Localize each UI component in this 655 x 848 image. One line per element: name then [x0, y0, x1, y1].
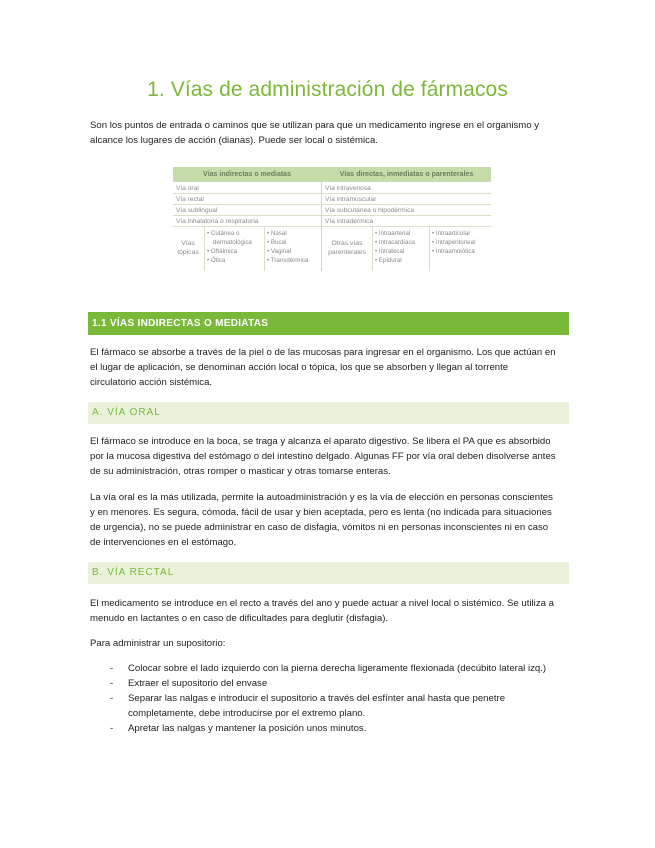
- via-rectal-paragraph-2: [90, 636, 566, 651]
- text-line: de intervenciones en el estómago.: [90, 537, 237, 548]
- label-line: Vías: [181, 240, 195, 247]
- intro-line: alcance los lugares de acción (dianas). Puede ser local o sistémica.: [90, 135, 378, 146]
- list-item: • Intraarticular: [432, 230, 471, 237]
- list-item: • Cutánea o: [207, 230, 240, 237]
- suppository-steps-list: [110, 661, 570, 736]
- list-item: • Nasal: [267, 230, 287, 237]
- table-cell: Vía rectal: [173, 194, 321, 205]
- text-line: El fármaco se absorbe a través de la piel o de las mucosas para ingresar en el organismo. Los que actúan en: [90, 347, 556, 358]
- table-divider: [264, 227, 265, 271]
- otras-list-2: [432, 229, 475, 256]
- text-line: La vía oral es la más utilizada, permite la autoadministración y es la vía de elección en personas conscientes: [90, 492, 553, 503]
- table-cell: Vía oral: [173, 183, 321, 194]
- table-cell: Vía intramuscular: [322, 194, 491, 205]
- via-oral-paragraph-1: [90, 434, 566, 479]
- text-line: Para administrar un supositorio:: [90, 638, 226, 649]
- list-item: • Epidural: [375, 257, 402, 264]
- table-header-direct: Vías directas, inmediatas o parenterales: [322, 167, 491, 182]
- list-item: • Oftálmica: [207, 248, 238, 255]
- list-item-text: Separar las nalgas e introducir el supositorio a través del esfínter anal hasta que penetre: [128, 693, 506, 704]
- text-line: por la mucosa digestiva del estómago o del intestino delgado. Algunas FF por vía oral deben disolverse antes: [90, 451, 556, 462]
- otras-list-1: [375, 229, 415, 265]
- table-divider: [204, 227, 205, 271]
- list-item: • Vaginal: [267, 248, 292, 255]
- table-divider: [429, 227, 430, 271]
- routes-table: [173, 167, 491, 271]
- list-item: [110, 721, 570, 736]
- list-item-text: completamente, debe introducirse por el extremo plano.: [128, 708, 366, 719]
- via-rectal-paragraph-1: [90, 596, 566, 626]
- list-item: • Intratecal: [375, 248, 405, 255]
- text-line: circulatorio acción sistémica.: [90, 377, 213, 388]
- intro-paragraph: [90, 118, 566, 148]
- table-cell: Vía intravenosa: [322, 183, 491, 194]
- text-line: y en menores. Es segura, cómoda, fácil de usar y bien aceptada, pero es lenta (no indicada para situaciones: [90, 507, 552, 518]
- list-bullet: -: [110, 723, 114, 734]
- via-oral-paragraph-2: [90, 490, 566, 550]
- list-item: [110, 661, 570, 676]
- list-item: [110, 676, 570, 691]
- section-1-1-paragraph: [90, 345, 566, 390]
- intro-line: Son los puntos de entrada o caminos que se utilizan para que un medicamento ingrese en el organismo y: [90, 120, 540, 131]
- table-header-indirect: Vías indirectas o mediatas: [173, 167, 321, 182]
- list-item-text: Extraer el supositorio del envase: [128, 678, 268, 689]
- subheading-via-oral: A. VÍA ORAL: [88, 402, 569, 424]
- text-line: el lugar de aplicación, se denominan acción local o tópica, los que se absorben y llegan al torrente: [90, 362, 509, 373]
- text-line: El medicamento se introduce en el recto a través del ano y puede actuar a nivel local o sistémico. Se utiliza a: [90, 598, 554, 609]
- list-bullet: -: [110, 678, 114, 689]
- list-item: • Intraarterial: [375, 230, 411, 237]
- page-title: 1. Vías de administración de fármacos: [147, 78, 508, 101]
- list-item: • Ótica: [207, 257, 226, 264]
- label-line: Otras vías: [331, 240, 363, 247]
- list-item: • Transdérmica: [267, 257, 309, 264]
- table-cell: Vía inhalatoria o respiratoria: [173, 216, 321, 227]
- text-line: de urgencia), no se puede administrar en caso de disfagia, vómitos ni en personas inconscientes ni en caso: [90, 522, 549, 533]
- subheading-via-rectal: B. VÍA RECTAL: [88, 562, 569, 584]
- list-bullet: -: [110, 693, 114, 704]
- otras-label: [325, 239, 369, 257]
- list-item: • Intracardíaca: [375, 239, 415, 246]
- topicas-label: [173, 239, 203, 257]
- list-item-text: Apretar las nalgas y mantener la posición unos minutos.: [128, 723, 367, 734]
- section-heading-1-1: 1.1 VÍAS INDIRECTAS O MEDIATAS: [88, 312, 569, 335]
- table-cell: Vía subcutánea o hipodérmica: [322, 205, 491, 216]
- text-line: menudo en lactantes o en caso de dificultades para deglutir (disfagia).: [90, 613, 389, 624]
- list-item: • Intraperitoneal: [432, 239, 476, 246]
- label-line: tópicas: [177, 249, 199, 256]
- table-cell: Vía intradérmica: [322, 216, 491, 227]
- label-line: parenterales: [328, 249, 366, 256]
- text-line: de su administración, otras romper o masticar y otras tomarse enteras.: [90, 466, 391, 477]
- text-line: El fármaco se introduce en la boca, se traga y alcanza el aparato digestivo. Se libera el PA que es absorbido: [90, 436, 551, 447]
- list-item: • Bucal: [267, 239, 287, 246]
- topicas-list-2: [267, 229, 308, 265]
- list-item: dermatológica: [213, 239, 252, 246]
- list-item-text: Colocar sobre el lado izquierdo con la pierna derecha ligeramente flexionada (decúbito lateral izq.): [128, 663, 547, 674]
- list-bullet: -: [110, 663, 114, 674]
- table-cell: Vía sublingual: [173, 205, 321, 216]
- topicas-list-1: [207, 229, 252, 265]
- table-divider: [372, 227, 373, 271]
- list-item: [110, 691, 570, 721]
- list-item: • Intraamniótica: [432, 248, 475, 255]
